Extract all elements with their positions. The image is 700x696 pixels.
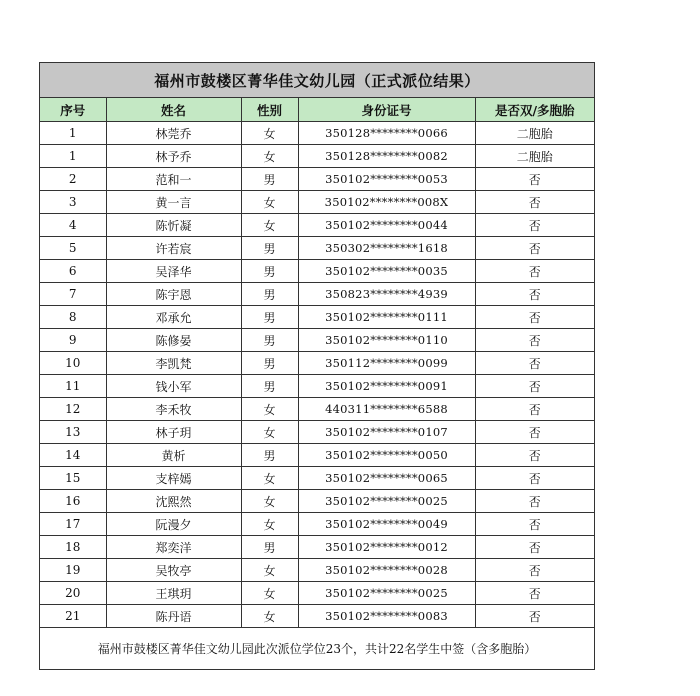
cell-seq: 18	[40, 536, 106, 559]
cell-name: 陈丹语	[106, 605, 241, 628]
cell-gender: 男	[241, 237, 298, 260]
cell-seq: 16	[40, 490, 106, 513]
cell-multiple: 否	[475, 490, 594, 513]
cell-multiple: 否	[475, 605, 594, 628]
header-row	[40, 98, 594, 122]
cell-seq: 13	[40, 421, 106, 444]
header-gender: 性别	[241, 98, 298, 122]
cell-id: 350102********0065	[298, 467, 475, 490]
cell-name: 王琪玥	[106, 582, 241, 605]
cell-multiple: 二胞胎	[475, 122, 594, 145]
cell-multiple: 否	[475, 237, 594, 260]
cell-multiple: 否	[475, 306, 594, 329]
table-row	[40, 582, 594, 605]
cell-seq: 19	[40, 559, 106, 582]
cell-seq: 20	[40, 582, 106, 605]
cell-seq: 10	[40, 352, 106, 375]
cell-multiple: 否	[475, 559, 594, 582]
cell-id: 350102********0028	[298, 559, 475, 582]
cell-multiple: 否	[475, 283, 594, 306]
cell-multiple: 否	[475, 421, 594, 444]
cell-seq: 12	[40, 398, 106, 421]
cell-multiple: 否	[475, 536, 594, 559]
header-name: 姓名	[106, 98, 241, 122]
table-row	[40, 559, 594, 582]
table-row	[40, 283, 594, 306]
cell-name: 林子玥	[106, 421, 241, 444]
cell-name: 黄一言	[106, 191, 241, 214]
cell-id: 350102********0012	[298, 536, 475, 559]
cell-name: 李凯梵	[106, 352, 241, 375]
cell-name: 吴牧亭	[106, 559, 241, 582]
cell-name: 李禾牧	[106, 398, 241, 421]
cell-name: 林予乔	[106, 145, 241, 168]
cell-seq: 2	[40, 168, 106, 191]
table-row	[40, 444, 594, 467]
cell-multiple: 否	[475, 444, 594, 467]
cell-id: 350102********0050	[298, 444, 475, 467]
table-row	[40, 260, 594, 283]
cell-seq: 4	[40, 214, 106, 237]
cell-seq: 7	[40, 283, 106, 306]
table-row	[40, 352, 594, 375]
cell-gender: 男	[241, 352, 298, 375]
cell-id: 350102********008X	[298, 191, 475, 214]
cell-gender: 女	[241, 145, 298, 168]
cell-id: 350102********0049	[298, 513, 475, 536]
cell-multiple: 二胞胎	[475, 145, 594, 168]
cell-name: 钱小军	[106, 375, 241, 398]
cell-gender: 女	[241, 513, 298, 536]
cell-multiple: 否	[475, 191, 594, 214]
cell-gender: 男	[241, 168, 298, 191]
cell-seq: 1	[40, 145, 106, 168]
cell-gender: 女	[241, 398, 298, 421]
cell-id: 350102********0025	[298, 582, 475, 605]
cell-name: 黄析	[106, 444, 241, 467]
cell-gender: 女	[241, 582, 298, 605]
cell-name: 吴泽华	[106, 260, 241, 283]
cell-seq: 3	[40, 191, 106, 214]
cell-name: 陈忻凝	[106, 214, 241, 237]
cell-gender: 女	[241, 191, 298, 214]
table-row	[40, 536, 594, 559]
cell-multiple: 否	[475, 582, 594, 605]
cell-seq: 8	[40, 306, 106, 329]
table-row	[40, 168, 594, 191]
cell-gender: 女	[241, 421, 298, 444]
cell-id: 350102********0025	[298, 490, 475, 513]
cell-id: 350112********0099	[298, 352, 475, 375]
cell-seq: 1	[40, 122, 106, 145]
cell-multiple: 否	[475, 329, 594, 352]
cell-seq: 5	[40, 237, 106, 260]
cell-gender: 男	[241, 260, 298, 283]
cell-multiple: 否	[475, 214, 594, 237]
header-id: 身份证号	[298, 98, 475, 122]
cell-multiple: 否	[475, 375, 594, 398]
cell-name: 支梓嫣	[106, 467, 241, 490]
table-row	[40, 398, 594, 421]
cell-gender: 男	[241, 283, 298, 306]
cell-seq: 6	[40, 260, 106, 283]
cell-multiple: 否	[475, 513, 594, 536]
cell-multiple: 否	[475, 352, 594, 375]
cell-multiple: 否	[475, 467, 594, 490]
cell-name: 郑奕洋	[106, 536, 241, 559]
table-row	[40, 490, 594, 513]
header-multiple: 是否双/多胞胎	[475, 98, 594, 122]
cell-name: 沈熙然	[106, 490, 241, 513]
table-row	[40, 237, 594, 260]
cell-name: 邓承允	[106, 306, 241, 329]
cell-gender: 男	[241, 329, 298, 352]
cell-seq: 14	[40, 444, 106, 467]
cell-gender: 女	[241, 605, 298, 628]
cell-id: 350102********0091	[298, 375, 475, 398]
table-row	[40, 513, 594, 536]
cell-gender: 男	[241, 444, 298, 467]
cell-gender: 男	[241, 536, 298, 559]
cell-name: 范和一	[106, 168, 241, 191]
header-seq: 序号	[40, 98, 106, 122]
table-row	[40, 214, 594, 237]
cell-id: 350128********0066	[298, 122, 475, 145]
cell-multiple: 否	[475, 168, 594, 191]
table-row	[40, 145, 594, 168]
cell-id: 440311********6588	[298, 398, 475, 421]
page-title: 福州市鼓楼区菁华佳文幼儿园（正式派位结果）	[40, 63, 594, 98]
cell-multiple: 否	[475, 260, 594, 283]
table-row	[40, 306, 594, 329]
cell-seq: 11	[40, 375, 106, 398]
table-row	[40, 122, 594, 145]
cell-gender: 男	[241, 375, 298, 398]
cell-name: 许若宸	[106, 237, 241, 260]
cell-name: 阮漫夕	[106, 513, 241, 536]
results-table	[40, 98, 594, 628]
cell-id: 350102********0107	[298, 421, 475, 444]
cell-gender: 女	[241, 559, 298, 582]
cell-seq: 17	[40, 513, 106, 536]
cell-id: 350302********1618	[298, 237, 475, 260]
cell-seq: 21	[40, 605, 106, 628]
cell-seq: 9	[40, 329, 106, 352]
summary-note: 福州市鼓楼区菁华佳文幼儿园此次派位学位23个，共计22名学生中签（含多胞胎）	[97, 642, 537, 656]
cell-gender: 男	[241, 306, 298, 329]
table-row	[40, 421, 594, 444]
table-body	[40, 122, 594, 628]
cell-name: 陈宇恩	[106, 283, 241, 306]
cell-name: 林莞乔	[106, 122, 241, 145]
table-row	[40, 467, 594, 490]
cell-id: 350823********4939	[298, 283, 475, 306]
table-row	[40, 375, 594, 398]
cell-id: 350102********0035	[298, 260, 475, 283]
cell-id: 350102********0111	[298, 306, 475, 329]
cell-id: 350102********0110	[298, 329, 475, 352]
cell-seq: 15	[40, 467, 106, 490]
cell-id: 350102********0044	[298, 214, 475, 237]
cell-gender: 女	[241, 214, 298, 237]
cell-gender: 女	[241, 467, 298, 490]
cell-id: 350128********0082	[298, 145, 475, 168]
table-row	[40, 329, 594, 352]
cell-gender: 女	[241, 490, 298, 513]
table-row	[40, 605, 594, 628]
cell-name: 陈修晏	[106, 329, 241, 352]
table-row	[40, 191, 594, 214]
cell-id: 350102********0053	[298, 168, 475, 191]
cell-id: 350102********0083	[298, 605, 475, 628]
cell-multiple: 否	[475, 398, 594, 421]
cell-gender: 女	[241, 122, 298, 145]
results-sheet	[39, 62, 595, 670]
